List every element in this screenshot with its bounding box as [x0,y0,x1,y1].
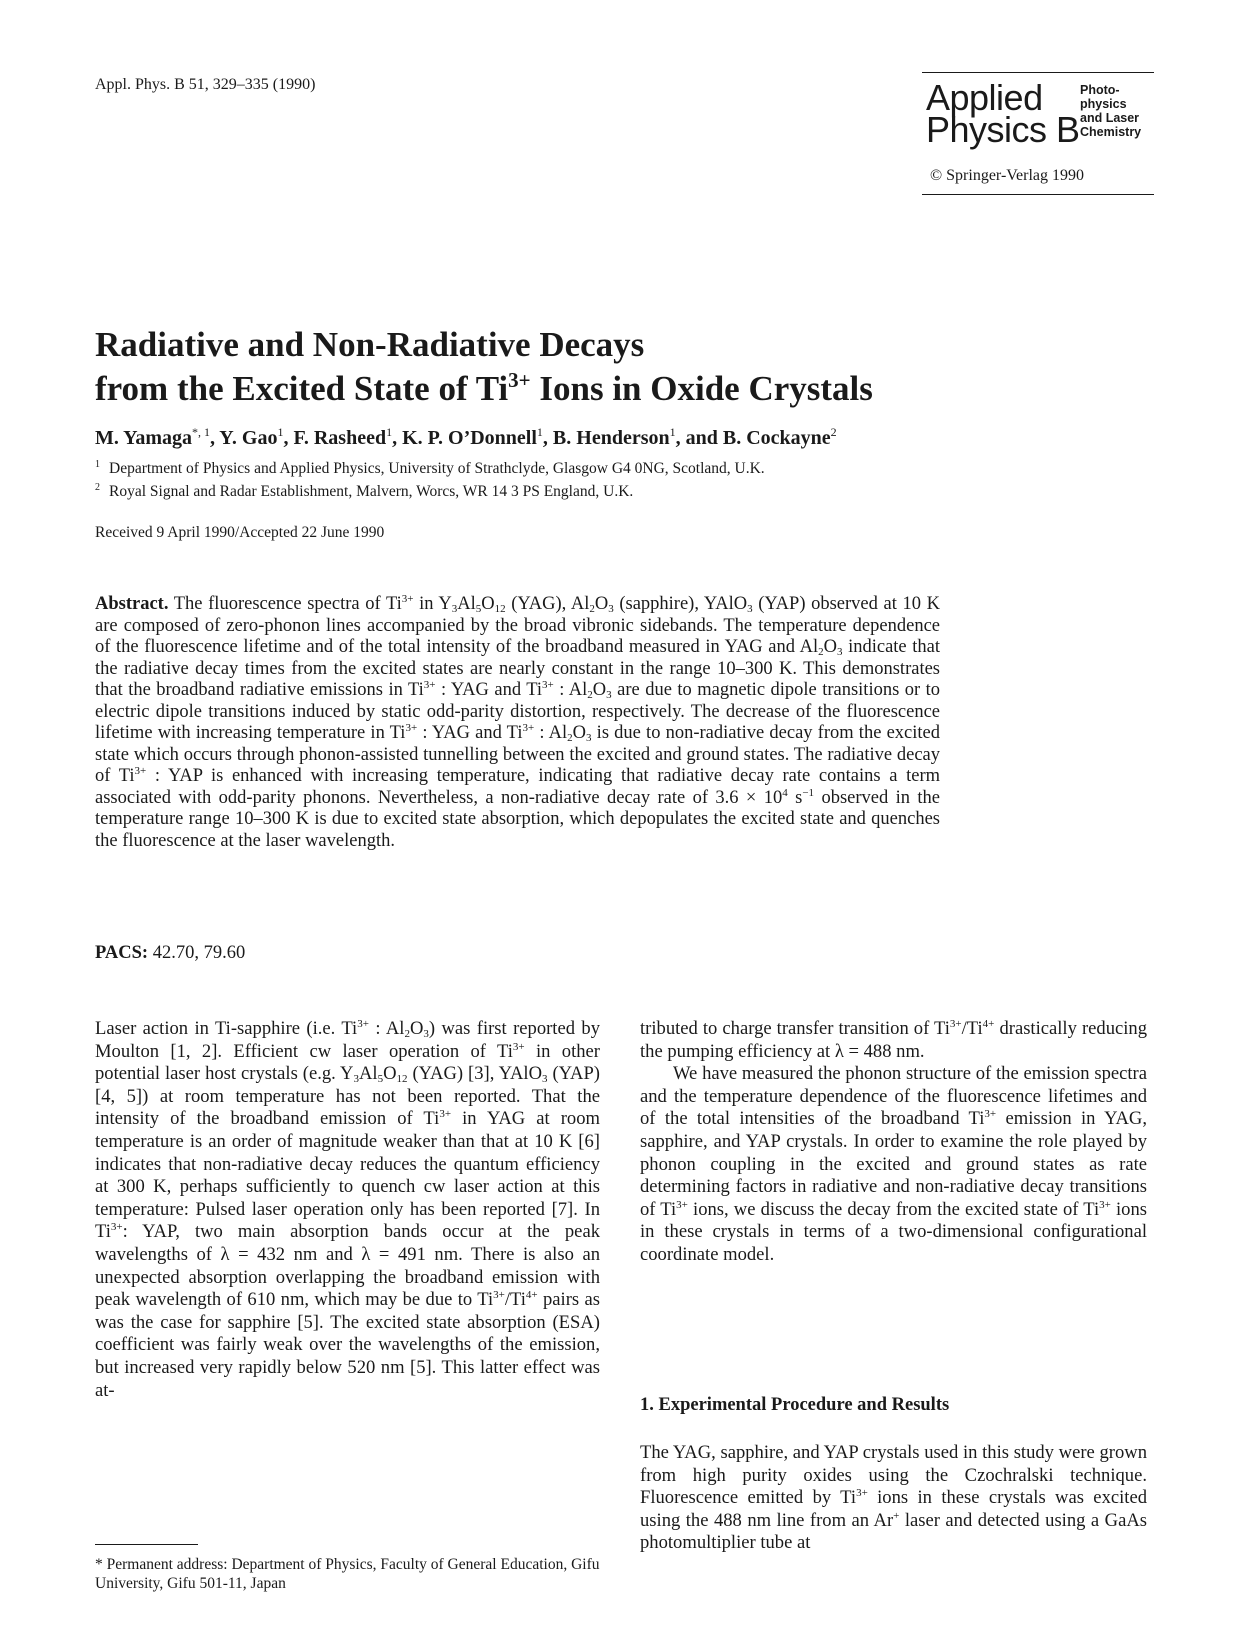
paragraph: Laser action in Ti-sapphire (i.e. $Ti^{3+}$ : $Al_2O_3$) was first reported by Moulton [1, 2]. Efficient cw laser operation of $Ti^{3+}$ in other potential laser host crystals (e.g. $Y_3Al_5O_{12}$ (YAG) [3], YAlO$_3$ (YAP) [4, 5]) at room temperature has not been reported. That the intensity of the broadband emission of $Ti^{3+}$ in YAG at room temperature is an order of magnitude weaker than that at 10 K [6] indicates that non-radiative decay reduces the quantum efficiency at 300 K, perhaps sufficiently to quench cw laser action at this temperature: Pulsed laser operation only has been reported [7]. In $Ti^{3+}$: YAP, two main absorption bands occur at the peak wavelengths of λ = 432 nm and λ = 491 nm. There is also an unexpected absorption overlapping the broadband emission with peak wavelength of 610 nm, which may be due to $Ti^{3+}/Ti^{4+}$ pairs as was the case for sapphire [5]. The excited state absorption (ESA) coefficient was fairly weak over the wavelengths of the emission, but increased very rapidly below 520 nm [5]. This latter effect was at- [95,1018,601,1401]
title-line-2: from the Excited State of $Ti^{3+}$ Ions in Oxide Crystals [95,368,873,408]
author-list [95,427,837,450]
copyright: © Springer-Verlag 1990 [930,167,1085,184]
author: Y. Gao$^1$, [219,425,294,449]
logo-bottom-rule [922,194,1154,195]
author: F. Rasheed$^1$, [293,425,403,449]
logo-line-1: Applied [926,77,1043,118]
title-line-1: Radiative and Non-Radiative Decays [95,325,645,364]
footnote-rule [95,1544,198,1545]
abstract-label: Abstract. [95,594,169,614]
author: K. P. O’Donnell$^1$, [402,425,553,449]
author: B. Henderson$^1$, and [552,425,723,449]
journal-logo [922,72,1154,195]
body-left-column [95,1018,600,1402]
affiliation: $^2$ Royal Signal and Radar Establishment, Malvern, Worcs, WR 14 3 PS England, U.K. [95,482,634,500]
logo-line-2: Physics B [926,109,1080,150]
author: B. Cockayne$^2$ [722,425,837,449]
logo-subtitle: Photo- physics and Laser Chemistry [1080,83,1142,139]
affiliation: $^1$ Department of Physics and Applied Physics, University of Strathclyde, Glasgow G4 0NG, Scotland, U.K. [95,459,765,477]
footnote: * Permanent address: Department of Physics, Faculty of General Education, Gifu University, Gifu 501-11, Japan [95,1556,600,1592]
received-date: Received 9 April 1990/Accepted 22 June 1990 [95,524,385,541]
body-right-column-continued [640,1442,1147,1555]
abstract: Abstract. The fluorescence spectra of $Ti^{3+}$ in $Y_3Al_5O_{12}$ (YAG), $Al_2O_3$ (sapphire), YAlO$_3$ (YAP) observed at 10 K are composed of zero-phonon lines accompanied by the broad vibronic sidebands. The temperature dependence of the fluorescence lifetime and of the total intensity of the broadband measured in YAG and $Al_2O_3$ indicate that the radiative decay times from the excited states are nearly constant in the range 10–300 K. This demonstrates that the broadband radiative emissions in $Ti^{3+}$ : YAG and $Ti^{3+}$ : $Al_2O_3$ are due to magnetic dipole transitions or to electric dipole transitions induced by static odd-parity distortion, respectively. The decrease of the fluorescence lifetime with increasing temperature in $Ti^{3+}$ : YAG and $Ti^{3+}$ : $Al_2O_3$ is due to non-radiative decay from the excited state which occurs through phonon-assisted tunnelling between the excited and ground states. The radiative decay of $Ti^{3+}$ : YAP is enhanced with increasing temperature, indicating that radiative decay rate contains a term associated with odd-parity phonons. Nevertheless, a non-radiative decay rate of $3.6 \times 10^4$ $s^{-1}$ observed in the temperature range 10–300 K is due to excited state absorption, which depopulates the excited state and quenches the fluorescence at the laser wavelength. [95,593,941,851]
journal-reference: Appl. Phys. B 51, 329–335 (1990) [95,76,316,93]
pacs-codes: PACS: 42.70, 79.60 [95,943,246,963]
author: M. Yamaga$^{*, 1}$, [95,425,220,449]
section-heading: 1. Experimental Procedure and Results [640,1395,950,1415]
body-right-column [640,1018,1147,1267]
paragraph: We have measured the phonon structure of the emission spectra and the temperature dependence of the fluorescence lifetimes and of the total intensities of the broadband $Ti^{3+}$ emission in YAG, sapphire, and YAP crystals. In order to examine the role played by phonon coupling in the excited and ground states as rate determining factors in radiative and non-radiative decay transitions of $Ti^{3+}$ ions, we discuss the decay from the excited state of $Ti^{3+}$ ions in these crystals in terms of a two-dimensional configurational coordinate model. [640,1063,1148,1265]
paragraph: tributed to charge transfer transition of $Ti^{3+}/Ti^{4+}$ drastically reducing the pumping efficiency at λ = 488 nm. [640,1018,1148,1062]
paragraph: The YAG, sapphire, and YAP crystals used in this study were grown from high purity oxides using the Czochralski technique. Fluorescence emitted by $Ti^{3+}$ ions in these crystals was excited using the 488 nm line from an Ar+ laser and detected using a GaAs photomultiplier tube at [640,1442,1147,1554]
paper-title [95,323,873,411]
